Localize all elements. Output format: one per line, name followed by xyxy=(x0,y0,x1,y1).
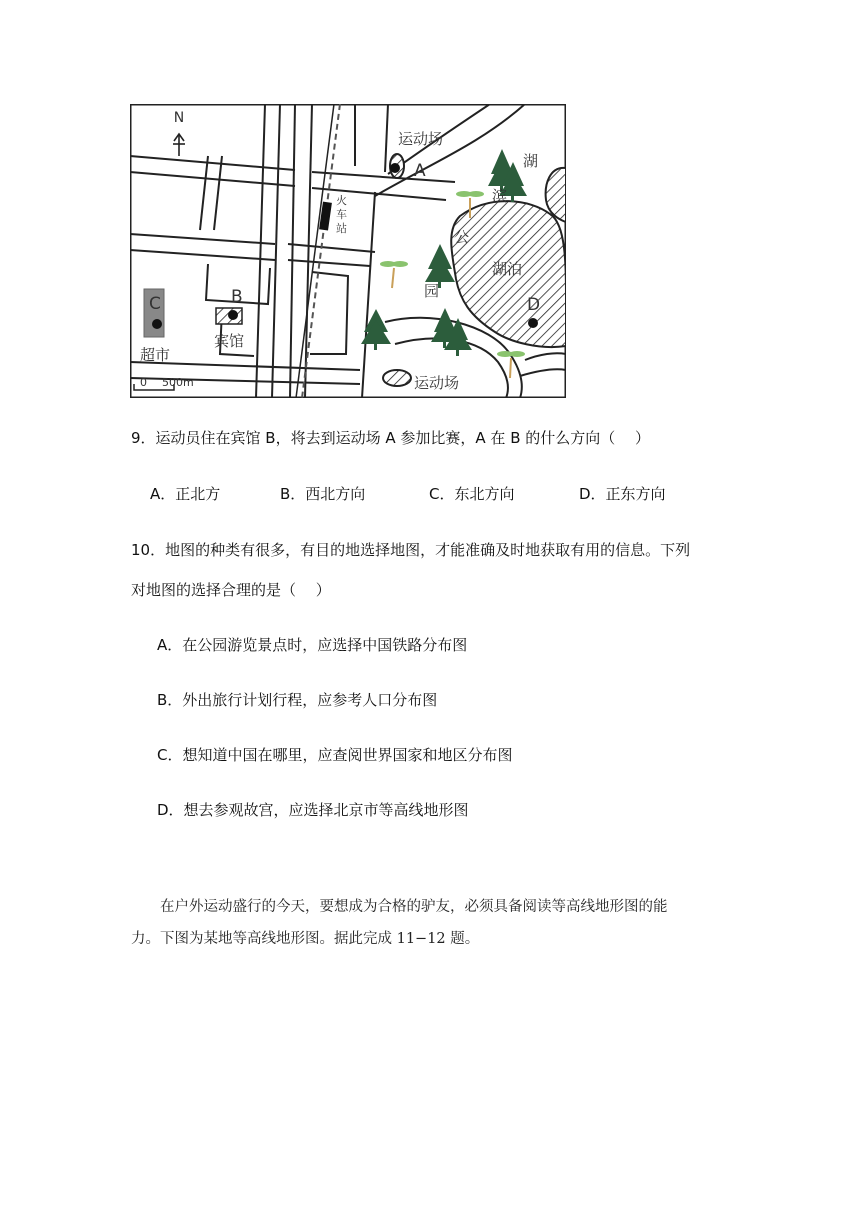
station-label-1: 火 xyxy=(336,194,347,207)
hotel-label: 宾馆 xyxy=(214,332,245,350)
point-a-label: A xyxy=(414,161,426,181)
q9-option-a[interactable]: A．正北方 xyxy=(150,485,221,503)
scale-zero-label: 0 xyxy=(140,376,147,389)
q10-option-c[interactable]: C．想知道中国在哪里，应查阅世界国家和地区分布图 xyxy=(157,746,513,764)
city-map xyxy=(130,104,566,398)
question-10-stem-line1: 10．地图的种类有很多，有目的地选择地图，才能准确及时地获取有用的信息。下列 xyxy=(131,541,691,559)
q9-option-b[interactable]: B．西北方向 xyxy=(280,485,366,503)
scale-distance-label: 500m xyxy=(162,376,194,389)
intro-paragraph-line1: 在户外运动盛行的今天，要想成为合格的驴友，必须具备阅读等高线地形图的能 xyxy=(160,899,668,915)
question-9-stem: 9．运动员住在宾馆 B，将去到运动场 A 参加比赛，A 在 B 的什么方向（ ） xyxy=(131,429,651,447)
station-label-2: 车 xyxy=(336,208,347,221)
point-b-label: B xyxy=(231,287,243,307)
q10-option-d[interactable]: D．想去参观故宫，应选择北京市等高线地形图 xyxy=(157,801,469,819)
lake-label-bin: 滨 xyxy=(492,187,508,205)
lake-label-hu: 湖 xyxy=(523,152,539,170)
sports-field-top-label: 运动场 xyxy=(398,130,444,148)
sports-field-bottom-icon xyxy=(383,370,411,386)
north-label: N xyxy=(173,110,185,126)
question-10-stem-line2: 对地图的选择合理的是（ ） xyxy=(131,581,331,599)
q10-option-b[interactable]: B．外出旅行计划行程，应参考人口分布图 xyxy=(157,691,438,709)
point-c-label: C xyxy=(149,294,161,314)
park-label-yuan: 园 xyxy=(424,282,440,300)
station-label-3: 站 xyxy=(336,222,347,235)
q9-option-d[interactable]: D．正东方向 xyxy=(579,485,666,503)
intro-paragraph-line2: 力。下图为某地等高线地形图。据此完成 11−12 题。 xyxy=(131,931,480,947)
q9-option-c[interactable]: C．东北方向 xyxy=(429,485,515,503)
park-label-gong: 公 xyxy=(454,228,470,246)
sports-field-bottom-label: 运动场 xyxy=(414,374,460,392)
supermarket-label: 超市 xyxy=(140,346,171,364)
point-d-label: D xyxy=(527,295,541,315)
lake-name-label: 湖泊 xyxy=(492,260,523,278)
q10-option-a[interactable]: A．在公园游览景点时，应选择中国铁路分布图 xyxy=(157,636,468,654)
